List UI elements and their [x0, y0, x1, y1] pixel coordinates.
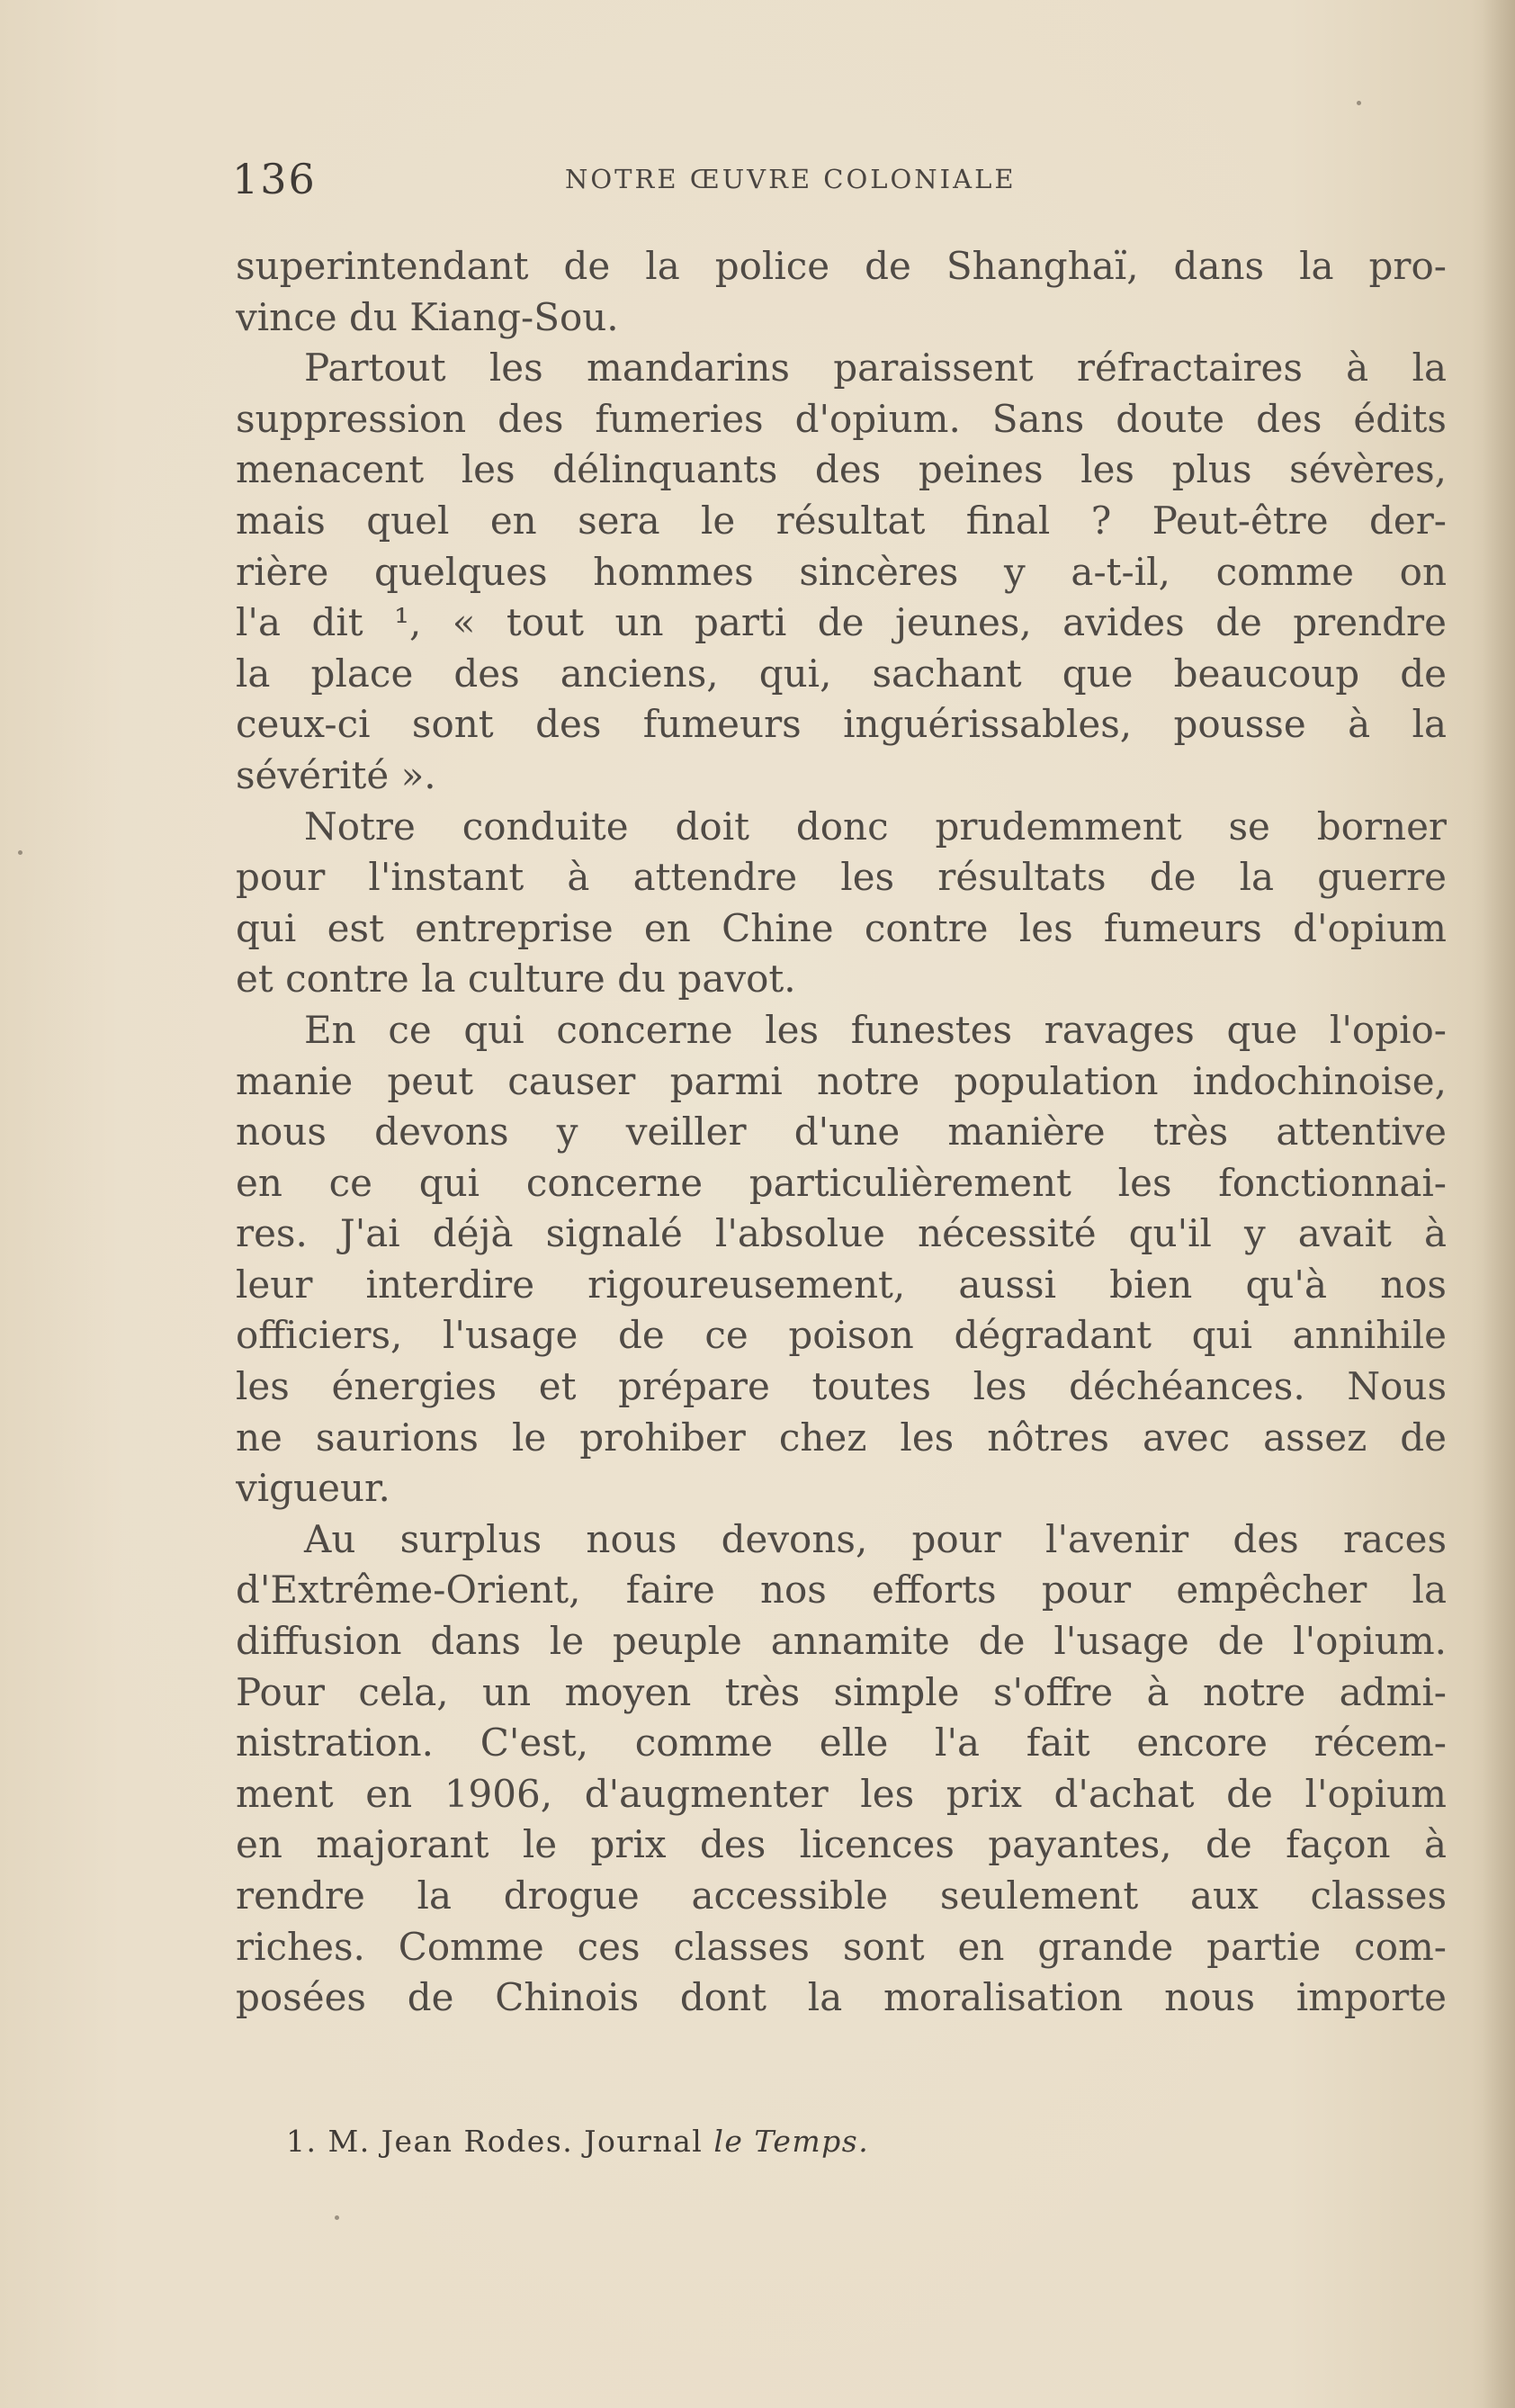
page-edge-shadow — [1483, 0, 1515, 2408]
text-line: En ce qui concerne les funestes ravages que l'opio- — [304, 1007, 1447, 1052]
text-line: ment en 1906, d'augmenter les prix d'achat de l'opium — [236, 1771, 1447, 1816]
body-text — [236, 241, 1447, 2024]
text-line: diffusion dans le peuple annamite de l'usage de l'opium. — [236, 1619, 1447, 1664]
page-number: 136 — [232, 155, 317, 203]
text-line: Notre conduite doit donc prudemment se borner — [304, 804, 1447, 849]
text-line: les énergies et prépare toutes les déchéances. Nous — [236, 1364, 1447, 1409]
text-line: la place des anciens, qui, sachant que beaucoup de — [236, 651, 1447, 696]
page-header — [232, 155, 1447, 209]
text-line: posées de Chinois dont la moralisation nous importe — [236, 1975, 1447, 2020]
text-line: en ce qui concerne particulièrement les fonctionnai- — [236, 1160, 1447, 1205]
running-title: NOTRE ŒUVRE COLONIALE — [565, 164, 1017, 194]
text-line: superintendant de la police de Shanghaï, dans la pro- — [236, 244, 1447, 288]
text-line: riches. Comme ces classes sont en grande partie com- — [236, 1924, 1447, 1969]
footnote-number: 1. — [286, 2124, 318, 2159]
paper-speck — [1357, 101, 1361, 105]
text-line: res. J'ai déjà signalé l'absolue nécessité qu'il y avait à — [236, 1211, 1447, 1256]
text-line: suppression des fumeries d'opium. Sans doute des édits — [236, 396, 1447, 441]
text-line: d'Extrême-Orient, faire nos efforts pour empêcher la — [236, 1568, 1447, 1613]
text-line: nous devons y veiller d'une manière très attentive — [236, 1110, 1447, 1155]
text-line: officiers, l'usage de ce poison dégradant qui annihile — [236, 1313, 1447, 1358]
footnote-publication: le Temps. — [713, 2124, 870, 2159]
paper-speck — [335, 2215, 339, 2220]
text-line: manie peut causer parmi notre population indochinoise, — [236, 1058, 1447, 1103]
text-line: en majorant le prix des licences payantes, de façon à — [236, 1822, 1447, 1867]
text-line: vince du Kiang-Sou. — [236, 294, 619, 339]
text-line: nistration. C'est, comme elle l'a fait encore récem- — [236, 1721, 1447, 1766]
text-line: et contre la culture du pavot. — [236, 957, 796, 1002]
text-line: mais quel en sera le résultat final ? Peut-être der- — [236, 498, 1447, 543]
text-line: leur interdire rigoureusement, aussi bien qu'à nos — [236, 1262, 1447, 1307]
text-line: vigueur. — [236, 1466, 390, 1511]
paper-speck — [18, 850, 22, 855]
text-line: rendre la drogue accessible seulement aux classes — [236, 1873, 1447, 1918]
text-line: Au surplus nous devons, pour l'avenir des races — [304, 1516, 1447, 1561]
text-line: sévérité ». — [236, 752, 436, 797]
text-line: l'a dit ¹, « tout un parti de jeunes, avides de prendre — [236, 600, 1447, 645]
text-line: pour l'instant à attendre les résultats de la guerre — [236, 855, 1447, 900]
text-line: Partout les mandarins paraissent réfractaires à la — [304, 346, 1447, 391]
footnote — [286, 2124, 1186, 2159]
text-line: ne saurions le prohiber chez les nôtres avec assez de — [236, 1415, 1447, 1460]
text-line: qui est entreprise en Chine contre les fumeurs d'opium — [236, 905, 1447, 950]
text-line: menacent les délinquants des peines les plus sévères, — [236, 447, 1447, 492]
text-line: Pour cela, un moyen très simple s'offre à notre admi- — [236, 1669, 1447, 1714]
text-line: rière quelques hommes sincères y a-t-il, comme on — [236, 549, 1447, 594]
text-line: ceux-ci sont des fumeurs inguérissables, pousse à la — [236, 702, 1447, 747]
footnote-author: M. Jean Rodes. Journal — [327, 2124, 704, 2159]
